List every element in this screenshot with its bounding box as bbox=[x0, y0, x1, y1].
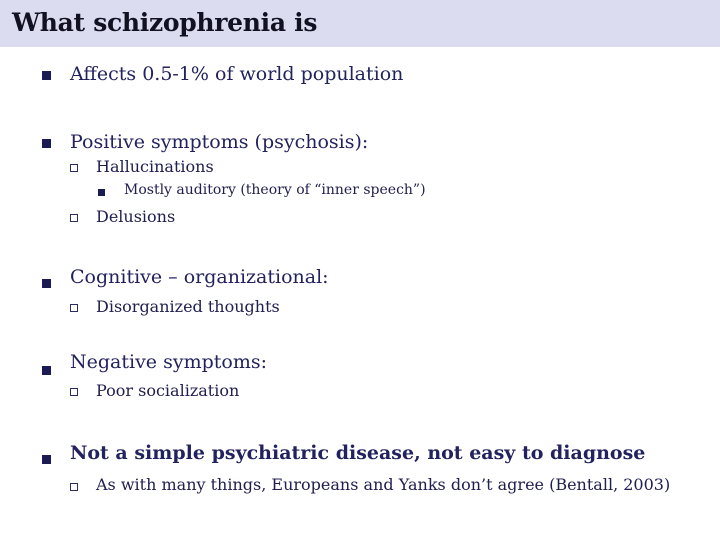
slide-title: What schizophrenia is bbox=[12, 8, 318, 37]
sub-bullet-poor-socialization: Poor socialization bbox=[96, 381, 240, 400]
sub-bullet-hallucinations: Hallucinations bbox=[96, 157, 214, 176]
square-bullet-icon bbox=[42, 139, 51, 148]
square-bullet-icon bbox=[42, 71, 51, 80]
hollow-square-bullet-icon bbox=[70, 164, 78, 172]
bullet-negative-symptoms: Negative symptoms: bbox=[70, 351, 267, 373]
sub-sub-bullet-auditory: Mostly auditory (theory of “inner speech”) bbox=[124, 182, 426, 198]
hollow-square-bullet-icon bbox=[70, 483, 78, 491]
sub-bullet-europeans-yanks: As with many things, Europeans and Yanks don’t agree (Bentall, 2003) bbox=[96, 475, 671, 494]
bullet-world-population: Affects 0.5-1% of world population bbox=[70, 63, 404, 85]
title-bar bbox=[0, 0, 720, 47]
bullet-not-simple-disease: Not a simple psychiatric disease, not easy to diagnose bbox=[70, 442, 646, 464]
square-bullet-icon bbox=[42, 366, 51, 375]
sub-bullet-disorganized: Disorganized thoughts bbox=[96, 297, 280, 316]
hollow-square-bullet-icon bbox=[70, 388, 78, 396]
sub-bullet-delusions: Delusions bbox=[96, 207, 176, 226]
square-bullet-icon bbox=[98, 189, 105, 196]
hollow-square-bullet-icon bbox=[70, 304, 78, 312]
square-bullet-icon bbox=[42, 455, 51, 464]
square-bullet-icon bbox=[42, 279, 51, 288]
hollow-square-bullet-icon bbox=[70, 214, 78, 222]
bullet-positive-symptoms: Positive symptoms (psychosis): bbox=[70, 131, 369, 153]
bullet-cognitive: Cognitive – organizational: bbox=[70, 266, 329, 288]
